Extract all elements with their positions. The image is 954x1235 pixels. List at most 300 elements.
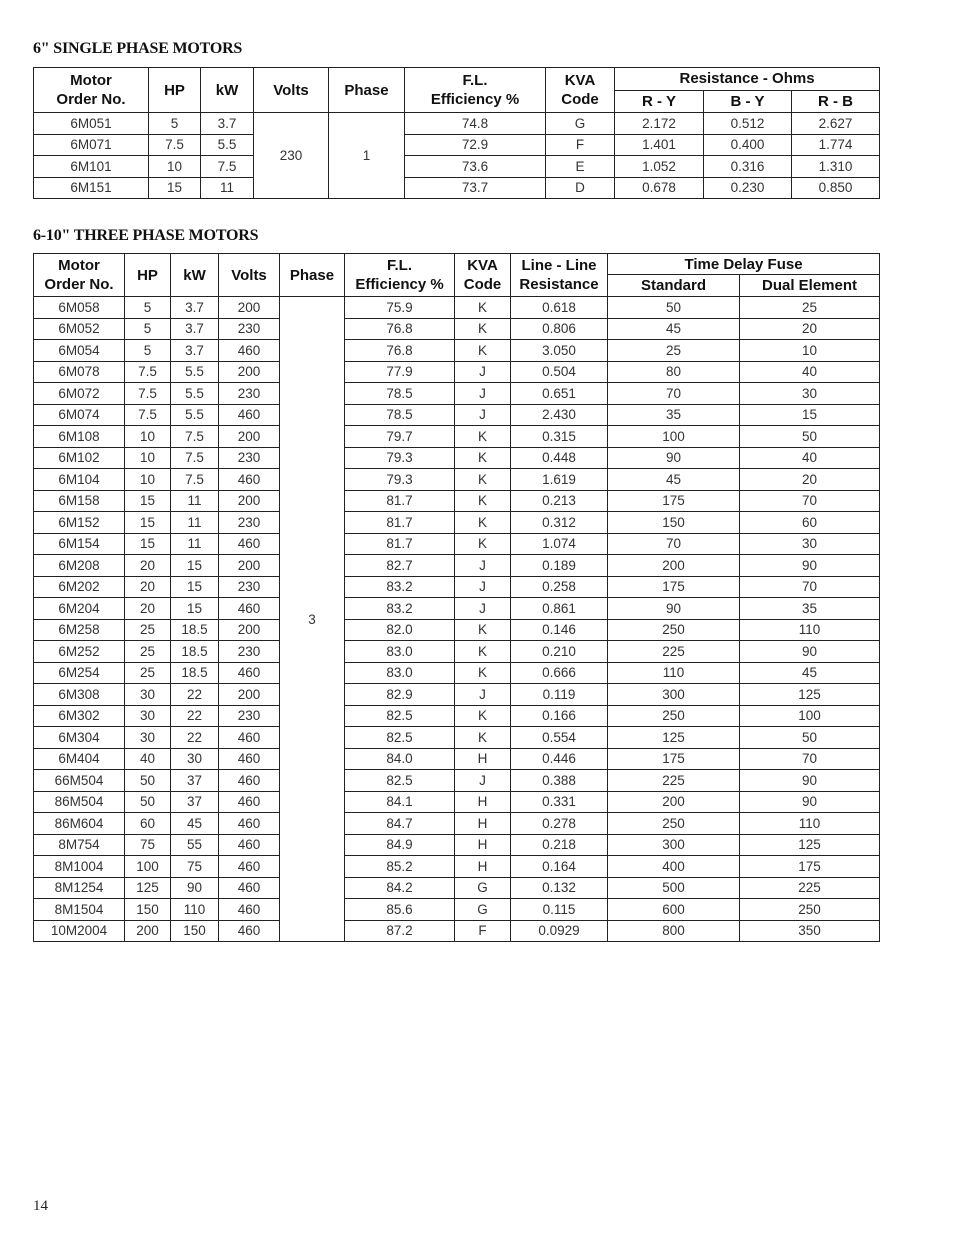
cell-kva: H (455, 791, 511, 813)
cell-volts: 460 (219, 662, 280, 684)
header-kw: kW (201, 68, 254, 113)
cell-standard: 500 (608, 877, 740, 899)
table-row (34, 426, 880, 448)
cell-line-resistance: 1.619 (511, 469, 608, 491)
cell-hp: 25 (125, 641, 171, 663)
table-row (34, 598, 880, 620)
cell-phase: 3 (280, 297, 345, 942)
cell-kw: 3.7 (171, 297, 219, 319)
cell-hp: 7.5 (125, 361, 171, 383)
cell-standard: 175 (608, 490, 740, 512)
cell-standard: 45 (608, 318, 740, 340)
cell-kva: K (455, 340, 511, 362)
table-row (34, 748, 880, 770)
cell-motor: 6M052 (34, 318, 125, 340)
cell-kva: K (455, 512, 511, 534)
cell-by: 0.316 (704, 156, 792, 178)
cell-kw: 5.5 (171, 383, 219, 405)
cell-standard: 175 (608, 576, 740, 598)
cell-kva: J (455, 770, 511, 792)
cell-hp: 15 (125, 512, 171, 534)
cell-volts: 230 (219, 641, 280, 663)
cell-kw: 11 (201, 177, 254, 199)
cell-line-resistance: 0.446 (511, 748, 608, 770)
cell-standard: 100 (608, 426, 740, 448)
table-row (34, 469, 880, 491)
cell-line-resistance: 0.666 (511, 662, 608, 684)
cell-line-resistance: 0.278 (511, 813, 608, 835)
cell-line-resistance: 2.430 (511, 404, 608, 426)
cell-efficiency: 73.7 (405, 177, 546, 199)
three-phase-title: 6-10" THREE PHASE MOTORS (33, 227, 259, 244)
cell-kva: K (455, 727, 511, 749)
cell-line-resistance: 0.448 (511, 447, 608, 469)
cell-standard: 250 (608, 705, 740, 727)
table-row (34, 318, 880, 340)
header-line-resistance: Line - Line Resistance (511, 254, 608, 297)
cell-kva: K (455, 490, 511, 512)
cell-standard: 800 (608, 920, 740, 942)
cell-rb: 2.627 (792, 113, 880, 135)
cell-line-resistance: 0.315 (511, 426, 608, 448)
cell-kw: 37 (171, 791, 219, 813)
cell-line-resistance: 0.861 (511, 598, 608, 620)
cell-dual-element: 175 (740, 856, 880, 878)
cell-line-resistance: 0.312 (511, 512, 608, 534)
cell-kva: D (546, 177, 615, 199)
cell-volts: 460 (219, 748, 280, 770)
cell-hp: 7.5 (149, 134, 201, 156)
cell-kva: K (455, 641, 511, 663)
cell-dual-element: 250 (740, 899, 880, 921)
cell-kw: 30 (171, 748, 219, 770)
cell-line-resistance: 0.210 (511, 641, 608, 663)
cell-efficiency: 85.2 (345, 856, 455, 878)
cell-kva: F (455, 920, 511, 942)
cell-efficiency: 79.3 (345, 469, 455, 491)
cell-line-resistance: 0.146 (511, 619, 608, 641)
cell-volts: 460 (219, 770, 280, 792)
cell-efficiency: 76.8 (345, 318, 455, 340)
cell-efficiency: 82.5 (345, 705, 455, 727)
cell-kva: G (455, 877, 511, 899)
cell-hp: 30 (125, 684, 171, 706)
cell-by: 0.512 (704, 113, 792, 135)
cell-motor: 10M2004 (34, 920, 125, 942)
cell-hp: 50 (125, 770, 171, 792)
cell-hp: 40 (125, 748, 171, 770)
cell-standard: 35 (608, 404, 740, 426)
table-row (34, 813, 880, 835)
cell-hp: 5 (125, 318, 171, 340)
cell-line-resistance: 0.115 (511, 899, 608, 921)
cell-efficiency: 85.6 (345, 899, 455, 921)
cell-dual-element: 70 (740, 748, 880, 770)
cell-line-resistance: 0.504 (511, 361, 608, 383)
cell-line-resistance: 0.0929 (511, 920, 608, 942)
cell-hp: 5 (149, 113, 201, 135)
table-row (34, 447, 880, 469)
cell-hp: 150 (125, 899, 171, 921)
cell-line-resistance: 0.189 (511, 555, 608, 577)
cell-kw: 18.5 (171, 641, 219, 663)
table-row (34, 834, 880, 856)
cell-volts: 460 (219, 920, 280, 942)
cell-motor: 6M108 (34, 426, 125, 448)
cell-standard: 80 (608, 361, 740, 383)
cell-line-resistance: 0.618 (511, 297, 608, 319)
cell-kva: E (546, 156, 615, 178)
header-kva: KVA Code (546, 68, 615, 113)
cell-dual-element: 125 (740, 684, 880, 706)
cell-kw: 15 (171, 576, 219, 598)
cell-volts: 230 (219, 383, 280, 405)
header-phase: Phase (329, 68, 405, 113)
cell-motor: 6M158 (34, 490, 125, 512)
cell-kw: 45 (171, 813, 219, 835)
cell-hp: 25 (125, 619, 171, 641)
cell-efficiency: 83.2 (345, 576, 455, 598)
cell-line-resistance: 0.388 (511, 770, 608, 792)
cell-motor: 6M101 (34, 156, 149, 178)
header-dual-element: Dual Element (740, 275, 880, 297)
cell-volts: 200 (219, 490, 280, 512)
cell-kw: 7.5 (171, 426, 219, 448)
cell-motor: 86M504 (34, 791, 125, 813)
cell-efficiency: 84.1 (345, 791, 455, 813)
cell-motor: 6M078 (34, 361, 125, 383)
cell-hp: 50 (125, 791, 171, 813)
cell-dual-element: 90 (740, 791, 880, 813)
cell-dual-element: 50 (740, 426, 880, 448)
cell-volts: 230 (219, 705, 280, 727)
cell-motor: 6M304 (34, 727, 125, 749)
three-phase-table (33, 253, 880, 942)
cell-kva: H (455, 813, 511, 835)
table-row (34, 877, 880, 899)
cell-kw: 90 (171, 877, 219, 899)
cell-hp: 7.5 (125, 383, 171, 405)
cell-motor: 6M202 (34, 576, 125, 598)
cell-standard: 45 (608, 469, 740, 491)
cell-dual-element: 225 (740, 877, 880, 899)
cell-hp: 7.5 (125, 404, 171, 426)
table-row (34, 533, 880, 555)
cell-kw: 11 (171, 490, 219, 512)
cell-by: 0.230 (704, 177, 792, 199)
cell-efficiency: 84.9 (345, 834, 455, 856)
table-row (34, 705, 880, 727)
cell-motor: 6M204 (34, 598, 125, 620)
cell-dual-element: 30 (740, 533, 880, 555)
cell-volts: 460 (219, 727, 280, 749)
cell-kw: 22 (171, 684, 219, 706)
cell-line-resistance: 3.050 (511, 340, 608, 362)
cell-dual-element: 70 (740, 490, 880, 512)
cell-efficiency: 72.9 (405, 134, 546, 156)
table-row (34, 684, 880, 706)
cell-kva: J (455, 555, 511, 577)
cell-standard: 250 (608, 813, 740, 835)
cell-rb: 0.850 (792, 177, 880, 199)
cell-line-resistance: 0.166 (511, 705, 608, 727)
table-row (34, 113, 880, 135)
cell-kw: 15 (171, 555, 219, 577)
page-number: 14 (33, 1198, 48, 1214)
cell-motor: 6M102 (34, 447, 125, 469)
cell-kw: 7.5 (201, 156, 254, 178)
cell-kw: 7.5 (171, 447, 219, 469)
cell-hp: 25 (125, 662, 171, 684)
cell-hp: 5 (125, 297, 171, 319)
cell-kw: 11 (171, 533, 219, 555)
cell-kw: 5.5 (201, 134, 254, 156)
cell-line-resistance: 0.258 (511, 576, 608, 598)
cell-volts: 460 (219, 404, 280, 426)
cell-kva: K (455, 469, 511, 491)
cell-efficiency: 82.5 (345, 727, 455, 749)
cell-hp: 15 (125, 490, 171, 512)
cell-kva: H (455, 834, 511, 856)
header-volts: Volts (219, 254, 280, 297)
cell-line-resistance: 0.119 (511, 684, 608, 706)
cell-dual-element: 20 (740, 469, 880, 491)
cell-hp: 30 (125, 727, 171, 749)
cell-volts: 460 (219, 899, 280, 921)
table-row (34, 404, 880, 426)
cell-volts: 200 (219, 297, 280, 319)
cell-kva: G (455, 899, 511, 921)
cell-line-resistance: 0.164 (511, 856, 608, 878)
cell-line-resistance: 0.331 (511, 791, 608, 813)
cell-motor: 6M072 (34, 383, 125, 405)
table-row (34, 383, 880, 405)
cell-motor: 6M308 (34, 684, 125, 706)
cell-standard: 225 (608, 641, 740, 663)
table-row (34, 490, 880, 512)
cell-kva: H (455, 748, 511, 770)
cell-hp: 10 (149, 156, 201, 178)
header-kva: KVA Code (455, 254, 511, 297)
cell-kva: H (455, 856, 511, 878)
cell-kva: F (546, 134, 615, 156)
cell-dual-element: 110 (740, 619, 880, 641)
cell-motor: 8M1504 (34, 899, 125, 921)
cell-kva: J (455, 684, 511, 706)
cell-standard: 70 (608, 383, 740, 405)
cell-dual-element: 350 (740, 920, 880, 942)
cell-kw: 110 (171, 899, 219, 921)
cell-motor: 6M151 (34, 177, 149, 199)
header-hp: HP (125, 254, 171, 297)
cell-standard: 200 (608, 555, 740, 577)
cell-phase: 1 (329, 113, 405, 199)
cell-efficiency: 76.8 (345, 340, 455, 362)
cell-hp: 75 (125, 834, 171, 856)
cell-dual-element: 100 (740, 705, 880, 727)
cell-standard: 110 (608, 662, 740, 684)
cell-standard: 150 (608, 512, 740, 534)
cell-kw: 5.5 (171, 361, 219, 383)
cell-efficiency: 87.2 (345, 920, 455, 942)
cell-by: 0.400 (704, 134, 792, 156)
cell-kva: J (455, 383, 511, 405)
cell-motor: 6M074 (34, 404, 125, 426)
header-motor: Motor Order No. (34, 254, 125, 297)
cell-volts: 230 (219, 576, 280, 598)
header-efficiency: F.L. Efficiency % (405, 68, 546, 113)
cell-motor: 6M071 (34, 134, 149, 156)
cell-dual-element: 125 (740, 834, 880, 856)
cell-hp: 10 (125, 447, 171, 469)
cell-standard: 600 (608, 899, 740, 921)
cell-kw: 18.5 (171, 662, 219, 684)
cell-volts: 460 (219, 856, 280, 878)
cell-standard: 200 (608, 791, 740, 813)
cell-hp: 20 (125, 598, 171, 620)
cell-hp: 5 (125, 340, 171, 362)
header-volts: Volts (254, 68, 329, 113)
cell-volts: 230 (219, 318, 280, 340)
cell-kva: K (455, 533, 511, 555)
cell-efficiency: 73.6 (405, 156, 546, 178)
cell-efficiency: 83.0 (345, 662, 455, 684)
table-row (34, 856, 880, 878)
header-ry: R - Y (615, 90, 704, 113)
cell-kw: 7.5 (171, 469, 219, 491)
header-resistance-group: Resistance - Ohms (615, 68, 880, 91)
cell-dual-element: 50 (740, 727, 880, 749)
table-row (34, 641, 880, 663)
cell-line-resistance: 0.132 (511, 877, 608, 899)
cell-standard: 175 (608, 748, 740, 770)
cell-volts: 460 (219, 813, 280, 835)
cell-dual-element: 70 (740, 576, 880, 598)
cell-standard: 300 (608, 834, 740, 856)
cell-dual-element: 30 (740, 383, 880, 405)
header-fuse-group: Time Delay Fuse (608, 254, 880, 275)
cell-volts: 460 (219, 791, 280, 813)
cell-efficiency: 81.7 (345, 512, 455, 534)
single-phase-title: 6" SINGLE PHASE MOTORS (33, 40, 243, 57)
cell-kva: K (455, 705, 511, 727)
cell-dual-element: 90 (740, 555, 880, 577)
header-motor (34, 68, 149, 113)
cell-efficiency: 84.0 (345, 748, 455, 770)
table-row (34, 512, 880, 534)
cell-standard: 300 (608, 684, 740, 706)
cell-line-resistance: 0.554 (511, 727, 608, 749)
cell-motor: 8M754 (34, 834, 125, 856)
cell-standard: 90 (608, 447, 740, 469)
cell-kw: 22 (171, 727, 219, 749)
table-row (34, 920, 880, 942)
header-hp: HP (149, 68, 201, 113)
cell-efficiency: 75.9 (345, 297, 455, 319)
header-standard: Standard (608, 275, 740, 297)
cell-kw: 150 (171, 920, 219, 942)
header-efficiency: F.L. Efficiency % (345, 254, 455, 297)
cell-kw: 55 (171, 834, 219, 856)
cell-efficiency: 83.0 (345, 641, 455, 663)
cell-dual-element: 35 (740, 598, 880, 620)
cell-volts: 200 (219, 684, 280, 706)
cell-standard: 25 (608, 340, 740, 362)
table-row (34, 156, 880, 178)
cell-kw: 3.7 (171, 318, 219, 340)
cell-dual-element: 40 (740, 447, 880, 469)
cell-efficiency: 77.9 (345, 361, 455, 383)
cell-standard: 90 (608, 598, 740, 620)
cell-rb: 1.310 (792, 156, 880, 178)
cell-volts: 230 (219, 447, 280, 469)
cell-standard: 125 (608, 727, 740, 749)
table-row (34, 727, 880, 749)
cell-efficiency: 82.9 (345, 684, 455, 706)
cell-hp: 100 (125, 856, 171, 878)
cell-efficiency: 81.7 (345, 533, 455, 555)
cell-volts: 460 (219, 469, 280, 491)
cell-efficiency: 82.0 (345, 619, 455, 641)
cell-hp: 10 (125, 469, 171, 491)
cell-line-resistance: 0.218 (511, 834, 608, 856)
cell-kw: 37 (171, 770, 219, 792)
cell-volts: 200 (219, 361, 280, 383)
table-row (34, 576, 880, 598)
table-row (34, 791, 880, 813)
cell-efficiency: 78.5 (345, 383, 455, 405)
cell-hp: 20 (125, 555, 171, 577)
cell-volts: 460 (219, 598, 280, 620)
cell-kva: J (455, 361, 511, 383)
single-phase-table (33, 67, 880, 199)
header-motor-label: Motor Order No. (56, 72, 126, 108)
cell-efficiency: 82.7 (345, 555, 455, 577)
cell-line-resistance: 0.806 (511, 318, 608, 340)
header-rb: R - B (792, 90, 880, 113)
cell-kw: 5.5 (171, 404, 219, 426)
cell-motor: 8M1004 (34, 856, 125, 878)
cell-motor: 6M258 (34, 619, 125, 641)
cell-kw: 18.5 (171, 619, 219, 641)
cell-kva: J (455, 576, 511, 598)
cell-volts: 460 (219, 877, 280, 899)
cell-ry: 2.172 (615, 113, 704, 135)
cell-volts: 200 (219, 619, 280, 641)
cell-efficiency: 82.5 (345, 770, 455, 792)
cell-hp: 15 (149, 177, 201, 199)
cell-kw: 11 (171, 512, 219, 534)
cell-motor: 6M058 (34, 297, 125, 319)
header-by: B - Y (704, 90, 792, 113)
cell-dual-element: 15 (740, 404, 880, 426)
cell-efficiency: 83.2 (345, 598, 455, 620)
table-row (34, 555, 880, 577)
cell-hp: 200 (125, 920, 171, 942)
header-phase: Phase (280, 254, 345, 297)
table-row (34, 297, 880, 319)
cell-motor: 6M252 (34, 641, 125, 663)
cell-motor: 6M152 (34, 512, 125, 534)
cell-efficiency: 78.5 (345, 404, 455, 426)
cell-volts: 230 (254, 113, 329, 199)
table-row (34, 770, 880, 792)
cell-volts: 200 (219, 426, 280, 448)
cell-kva: K (455, 662, 511, 684)
cell-motor: 6M254 (34, 662, 125, 684)
cell-motor: 86M604 (34, 813, 125, 835)
cell-dual-element: 25 (740, 297, 880, 319)
